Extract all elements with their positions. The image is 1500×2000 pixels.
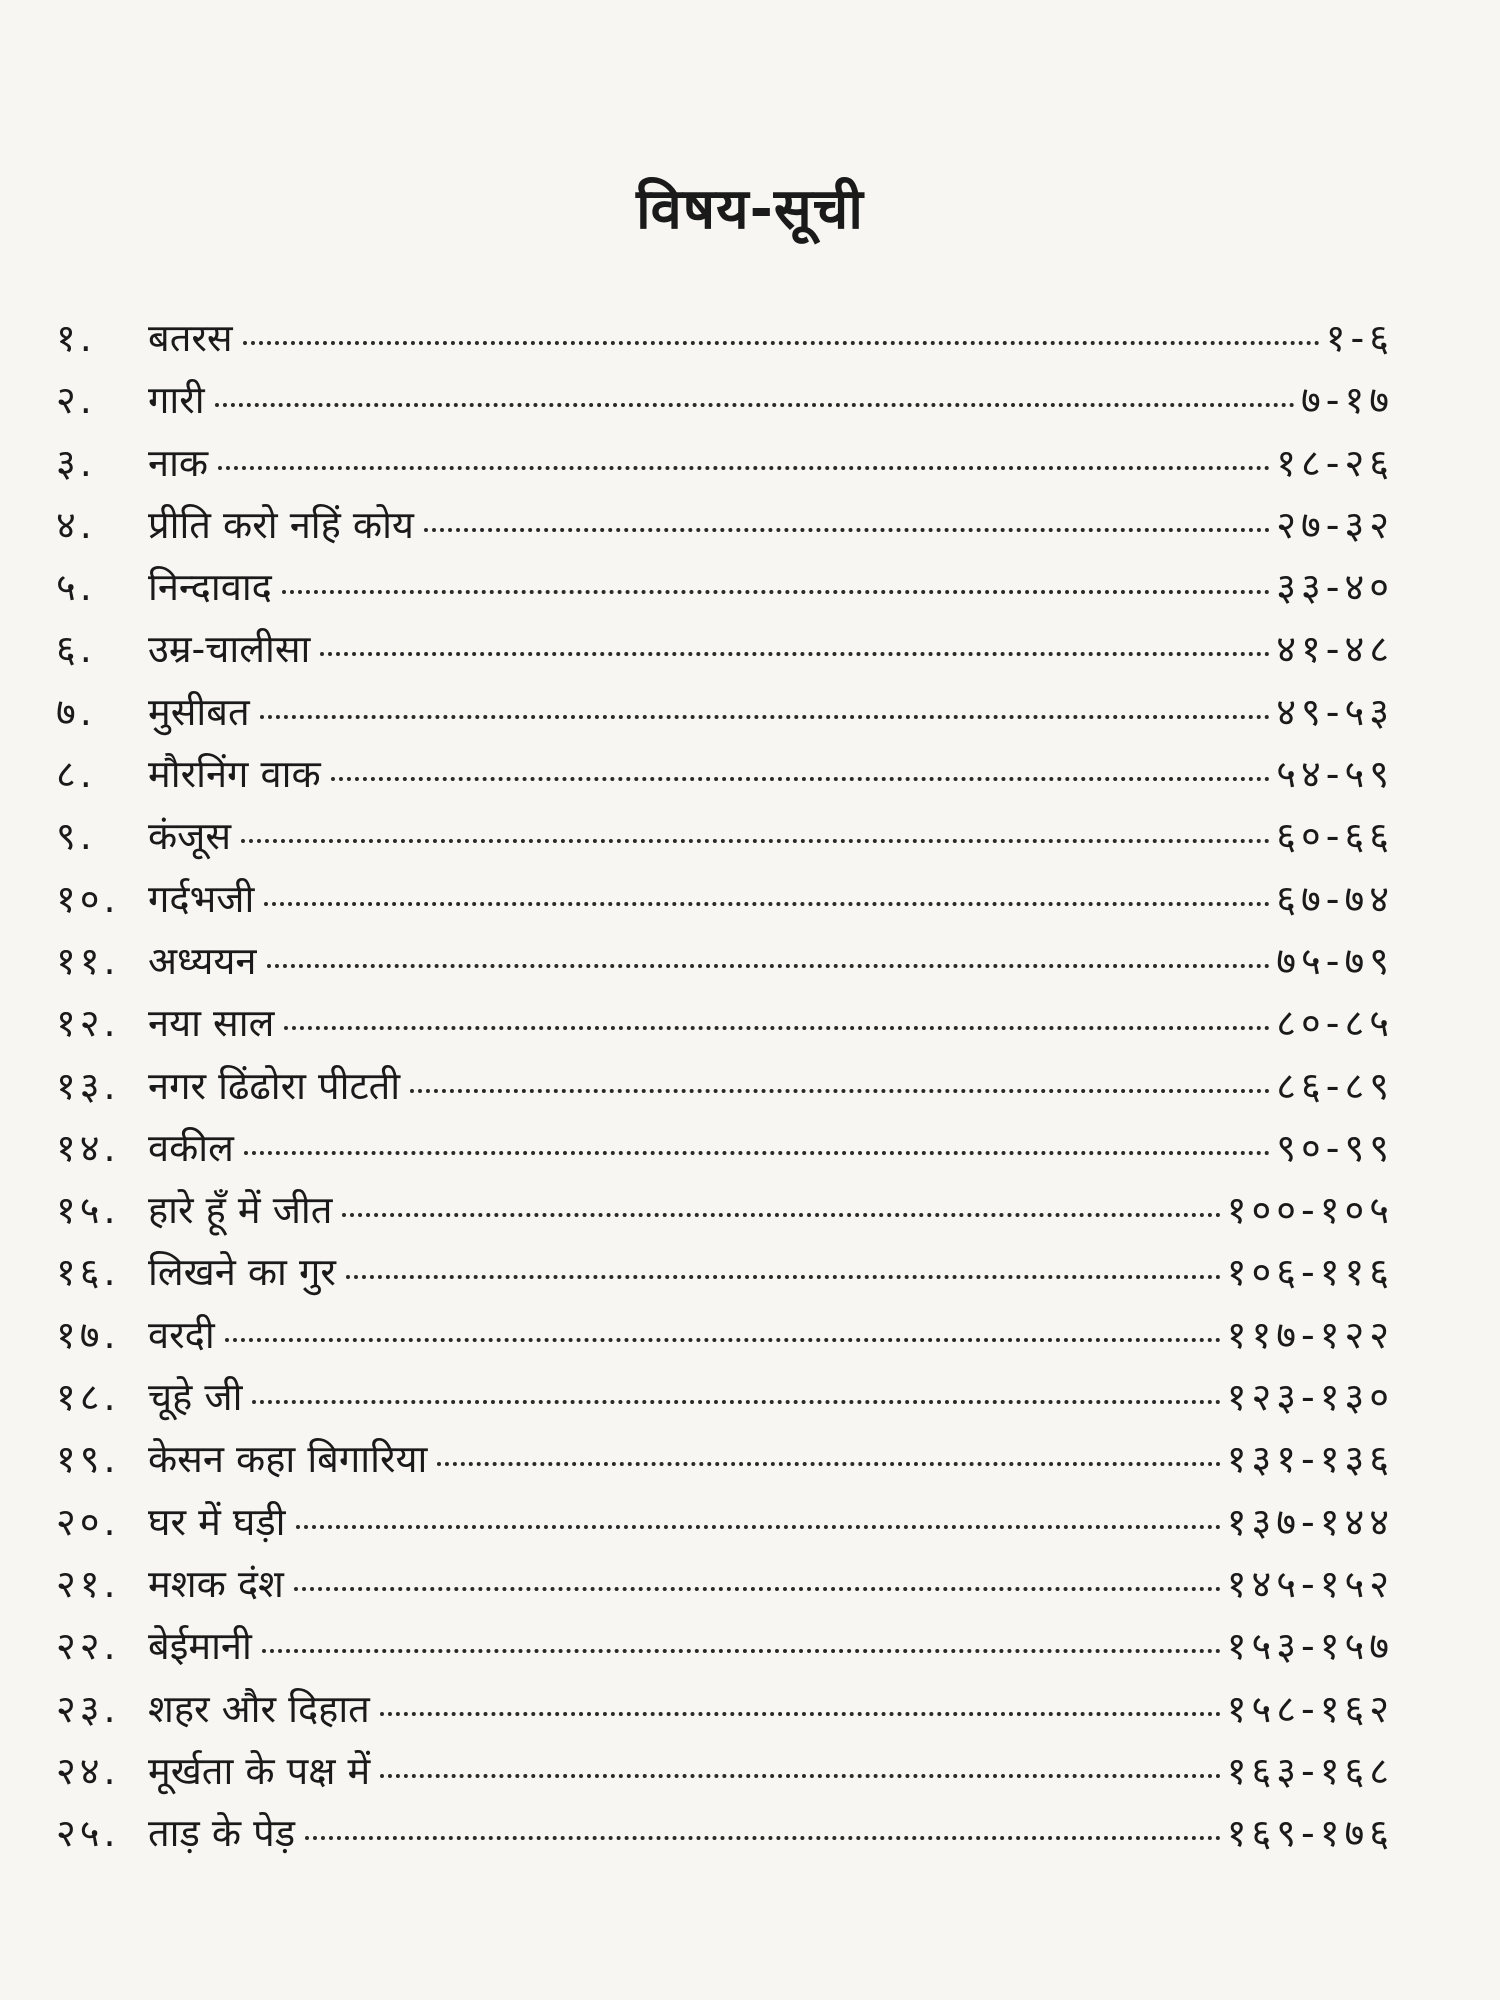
- toc-entry-title: लिखने का गुर: [148, 1250, 336, 1295]
- toc-entry-title: कंजूस: [148, 814, 232, 859]
- dot-leader: [305, 1836, 1221, 1840]
- toc-entry-number: २४.: [56, 1748, 120, 1793]
- toc-entry-number: ४.: [56, 502, 96, 547]
- toc-entry-pages: ४९-५३: [1276, 689, 1394, 734]
- toc-entry: [56, 1802, 1394, 1864]
- toc-entry-pages: १६३-१६८: [1226, 1748, 1394, 1793]
- toc-entry-pages: ६७-७४: [1276, 876, 1394, 921]
- toc-entry: [56, 556, 1394, 618]
- toc-entry-number: २०.: [56, 1499, 120, 1544]
- dot-leader: [410, 1089, 1270, 1093]
- toc-entry: [56, 369, 1394, 431]
- toc-entry: [56, 1117, 1394, 1179]
- dot-leader: [424, 528, 1270, 532]
- toc-entry-title: उम्र-चालीसा: [148, 627, 311, 672]
- toc-entry-pages: १२३-१३०: [1226, 1375, 1394, 1420]
- toc-entry: [56, 1055, 1394, 1117]
- dot-leader: [244, 1151, 1270, 1155]
- toc-entry-pages: ६०-६६: [1276, 814, 1394, 859]
- toc-entry: [56, 930, 1394, 992]
- toc-entry-number: १७.: [56, 1312, 120, 1357]
- toc-entry-number: ११.: [56, 938, 120, 983]
- toc-entry: [56, 1615, 1394, 1677]
- toc-entry-title: बेईमानी: [148, 1624, 252, 1669]
- dot-leader: [296, 1525, 1221, 1529]
- toc-entry: [56, 743, 1394, 805]
- dot-leader: [346, 1275, 1221, 1279]
- toc-entry-title: नाक: [148, 440, 209, 485]
- toc-entry-number: ६.: [56, 627, 96, 672]
- toc-entry: [56, 681, 1394, 743]
- toc-entry-title: हारे हूँ में जीत: [148, 1188, 333, 1233]
- toc-entry-title: ताड़ के पेड़: [148, 1811, 296, 1856]
- toc-entry-pages: १५८-१६२: [1226, 1686, 1394, 1731]
- dot-leader: [218, 466, 1270, 470]
- toc-entry: [56, 1179, 1394, 1241]
- toc-entry-title: गर्दभजी: [148, 876, 255, 921]
- dot-leader: [294, 1587, 1221, 1591]
- toc-entry: [56, 1304, 1394, 1366]
- toc-entry-number: १०.: [56, 876, 120, 921]
- toc-entry-number: ५.: [56, 565, 96, 610]
- toc-entry-pages: ११७-१२२: [1226, 1312, 1394, 1357]
- toc-entry-number: २२.: [56, 1624, 120, 1669]
- toc-entry-number: २.: [56, 378, 96, 423]
- dot-leader: [380, 1774, 1220, 1778]
- toc-entry-number: १२.: [56, 1001, 120, 1046]
- toc-entry-title: केसन कहा बिगारिया: [148, 1437, 428, 1482]
- toc-entry-number: ३.: [56, 440, 96, 485]
- dot-leader: [331, 777, 1271, 781]
- toc-entry-title: मूर्खता के पक्ष में: [148, 1748, 371, 1793]
- toc-entry-pages: १४५-१५२: [1226, 1561, 1394, 1606]
- toc-entry: [56, 1491, 1394, 1553]
- table-of-contents: [56, 307, 1394, 1864]
- toc-entry: [56, 868, 1394, 930]
- toc-entry-pages: १००-१०५: [1226, 1188, 1394, 1233]
- toc-entry: [56, 307, 1394, 369]
- toc-entry-title: वकील: [148, 1125, 234, 1170]
- toc-entry: [56, 805, 1394, 867]
- toc-entry-number: ८.: [56, 752, 96, 797]
- toc-entry-number: २१.: [56, 1561, 120, 1606]
- toc-entry-number: १४.: [56, 1125, 120, 1170]
- toc-entry-title: घर में घड़ी: [148, 1499, 286, 1544]
- toc-entry-title: गारी: [148, 378, 205, 423]
- toc-entry-pages: १-६: [1325, 316, 1394, 360]
- dot-leader: [284, 1026, 1270, 1030]
- toc-entry-number: १५.: [56, 1188, 120, 1233]
- toc-entry-title: मौरनिंग वाक: [148, 752, 321, 797]
- toc-entry-pages: ९०-९९: [1276, 1125, 1394, 1170]
- toc-entry: [56, 1241, 1394, 1303]
- toc-entry-number: ९.: [56, 814, 96, 859]
- toc-entry-title: प्रीति करो नहिं कोय: [148, 502, 414, 547]
- dot-leader: [225, 1338, 1221, 1342]
- toc-entry-pages: १५३-१५७: [1226, 1624, 1394, 1669]
- toc-entry-number: १.: [56, 316, 96, 360]
- toc-entry-number: २५.: [56, 1811, 120, 1856]
- toc-entry-number: १९.: [56, 1437, 120, 1482]
- toc-entry-title: वरदी: [148, 1312, 215, 1357]
- toc-entry-title: अध्ययन: [148, 938, 257, 983]
- toc-entry-pages: १८-२६: [1276, 440, 1394, 485]
- dot-leader: [267, 964, 1271, 968]
- toc-entry-number: १६.: [56, 1250, 120, 1295]
- toc-entry: [56, 494, 1394, 556]
- toc-entry-title: मुसीबत: [148, 689, 250, 734]
- toc-entry-pages: १०६-११६: [1226, 1250, 1394, 1295]
- toc-entry-title: बतरस: [148, 316, 233, 360]
- dot-leader: [252, 1400, 1220, 1404]
- toc-entry-pages: ८०-८५: [1276, 1001, 1394, 1046]
- toc-entry-title: नगर ढिंढोरा पीटती: [148, 1063, 401, 1108]
- dot-leader: [282, 590, 1270, 594]
- toc-entry: [56, 432, 1394, 494]
- dot-leader: [241, 839, 1270, 843]
- toc-entry-title: नया साल: [148, 1001, 275, 1046]
- toc-entry-number: १३.: [56, 1063, 120, 1108]
- toc-entry-pages: २७-३२: [1276, 502, 1394, 547]
- toc-entry-title: चूहे जी: [148, 1375, 243, 1420]
- toc-entry-title: निन्दावाद: [148, 565, 272, 610]
- toc-entry-title: शहर और दिहात: [148, 1686, 370, 1731]
- toc-entry-pages: ७-१७: [1301, 378, 1394, 423]
- toc-entry-title: मशक दंश: [148, 1561, 284, 1606]
- toc-entry-pages: ५४-५९: [1276, 752, 1394, 797]
- toc-entry: [56, 1428, 1394, 1490]
- toc-entry-pages: ३३-४०: [1276, 565, 1394, 610]
- toc-entry-pages: १३७-१४४: [1226, 1499, 1394, 1544]
- toc-entry: [56, 992, 1394, 1054]
- toc-entry-number: २३.: [56, 1686, 120, 1731]
- page-title: विषय-सूची: [636, 176, 864, 242]
- dot-leader: [264, 902, 1270, 906]
- dot-leader: [342, 1213, 1220, 1217]
- dot-leader: [262, 1649, 1221, 1653]
- toc-entry-pages: १३१-१३६: [1226, 1437, 1394, 1482]
- toc-entry-pages: ८६-८९: [1276, 1063, 1394, 1108]
- toc-entry: [56, 618, 1394, 680]
- toc-entry-number: १८.: [56, 1375, 120, 1420]
- dot-leader: [215, 403, 1295, 407]
- dot-leader: [437, 1462, 1220, 1466]
- toc-entry: [56, 1740, 1394, 1802]
- toc-entry-number: ७.: [56, 689, 96, 734]
- toc-entry: [56, 1553, 1394, 1615]
- dot-leader: [260, 715, 1271, 719]
- toc-entry: [56, 1678, 1394, 1740]
- dot-leader: [380, 1712, 1221, 1716]
- toc-entry-pages: १६९-१७६: [1226, 1811, 1394, 1856]
- toc-entry: [56, 1366, 1394, 1428]
- dot-leader: [243, 341, 1320, 345]
- toc-entry-pages: ४१-४८: [1276, 627, 1394, 672]
- toc-entry-pages: ७५-७९: [1276, 938, 1394, 983]
- dot-leader: [320, 652, 1270, 656]
